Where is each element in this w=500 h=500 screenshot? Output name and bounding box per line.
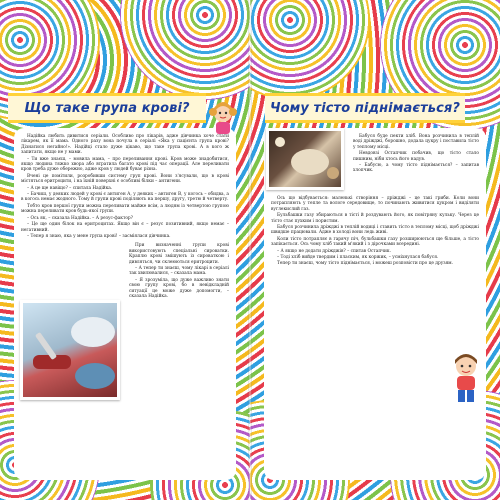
book-gutter (248, 0, 252, 500)
dough-photo (266, 128, 344, 190)
paragraph: Бабуся буде пекти хліб. Вона розчинила в теплій воді дріжджі, борошно, додала цукру і поставила тісто у теплому місці. (353, 134, 479, 150)
paragraph: – Я зрозуміла, що дуже важливо знати свою групу крові, бо в невідкладній ситуації це може дуже допомогти, – сказала Надійка. (129, 277, 229, 299)
paragraph: Тепер ти знаєш, чому тісто піднімається, і можеш розповісти про це друзям. (277, 261, 453, 267)
decorative-rings (250, 0, 370, 100)
paragraph: Ось що відбувається: маленькі створіння – дріжджі – це такі гриби. Коли вони потрапляють у тепле та вологе середовище, то починають живитися цукром і виділяти вуглекислий газ. (271, 196, 479, 212)
left-page-title: Що таке група крові? (24, 100, 190, 116)
right-page-title: Чому тісто піднімається? (270, 100, 460, 116)
paragraph: – Це ще один білок на еритроцитах. Якщо він є – резус позитивний, якщо немає – негативний. (21, 222, 229, 233)
paragraph: – Тоді хліб вийде твердим і пласким, як коржик, – усміхнулася бабуся. (277, 255, 439, 261)
paragraph: Бульбашки газу збираються в тісті й роздувають його, як повітряну кульку. Через це тісто стає пухким і пористим. (271, 213, 479, 224)
paragraph: – Ось як, – сказала Надійка. – А резус-фактор? (27, 215, 133, 221)
paragraph: Невдовзі Остапчик побачив, що тісто стало пишним, ніби хтось його надув. (353, 151, 479, 162)
decorative-rings (120, 0, 250, 100)
blood-sample-photo (20, 300, 120, 400)
paragraph: – А тепер ти знаєш, чому лікарі в серіалі так хвилювалися, – сказала мама. (129, 265, 229, 277)
paragraph: При визначенні групи крові використовують спеціальні сироватки. Краплю крові змішують із сироваткою і дивляться, чи склеюються еритроцити. (129, 243, 229, 265)
left-title-band (8, 93, 206, 123)
paragraph: – Бабусю, а чому тісто піднімається? – запитав хлопчик. (353, 163, 479, 174)
boy-character (448, 352, 484, 404)
paragraph: Коли тісто потрапляє в гарячу піч, бульбашки газу розширюються ще більше, а тісто запікається. Ось чому хліб такий м'який і з дірочками всередині. (271, 236, 479, 248)
paragraph: – А якщо не додати дріжджів? – спитав Остапчик. (277, 248, 391, 254)
paragraph: Бабуся розчинила дріжджі в теплій водиці і ставить тісто в теплому місці, щоб дріжджі швидше працювали. Адже в холоді вони ледь живі. (271, 225, 479, 236)
paragraph: – Бачиш, у деяких людей у крові є антиген А, у деяких – антиген В, у когось – обидва, а в когось немає жодного. Тому й групи крові поділяють на першу, другу, третю й четверту. (21, 192, 229, 203)
paragraph: Вчені це помітили, розробивши систему груп крові. Вони з'ясували, що в крові містяться еритроцити, і на їхній поверхні є особливі білки – антигени. (21, 173, 229, 185)
paragraph: – А це ще навіщо? – спитала Надійка. (27, 185, 113, 191)
paragraph: Тобто кров першої групи можна переливати майже всім, а людям із четвертою групою можна переливати кров будь-якої групи. (21, 203, 229, 215)
right-title-band (265, 93, 465, 123)
paragraph: Надійка любить дивитися серіали. Особливо про лікарів, адже дівчинка хоче стати лікарем, як її мама. Одного разу вона почула в серіалі «Яка у пацієнта група крові? Дізнатися негайно!». Надійці стало дуже цікаво, що таке група крові. А в кого ж запитати, якщо не у мами. (21, 134, 229, 156)
girl-character (208, 100, 238, 136)
paragraph: – Ти вже знаєш, – мовила мама, – про переливання крові. Кров може знадобитися, якщо людина тяжко хвора або втратила багато крові під час операції. Але переливати кров треба дуже обережно, адже кров у людей буває різна. (21, 156, 229, 173)
paragraph: – Тепер я знаю, яка у мене група крові! – засміялася дівчинка. (27, 233, 171, 239)
